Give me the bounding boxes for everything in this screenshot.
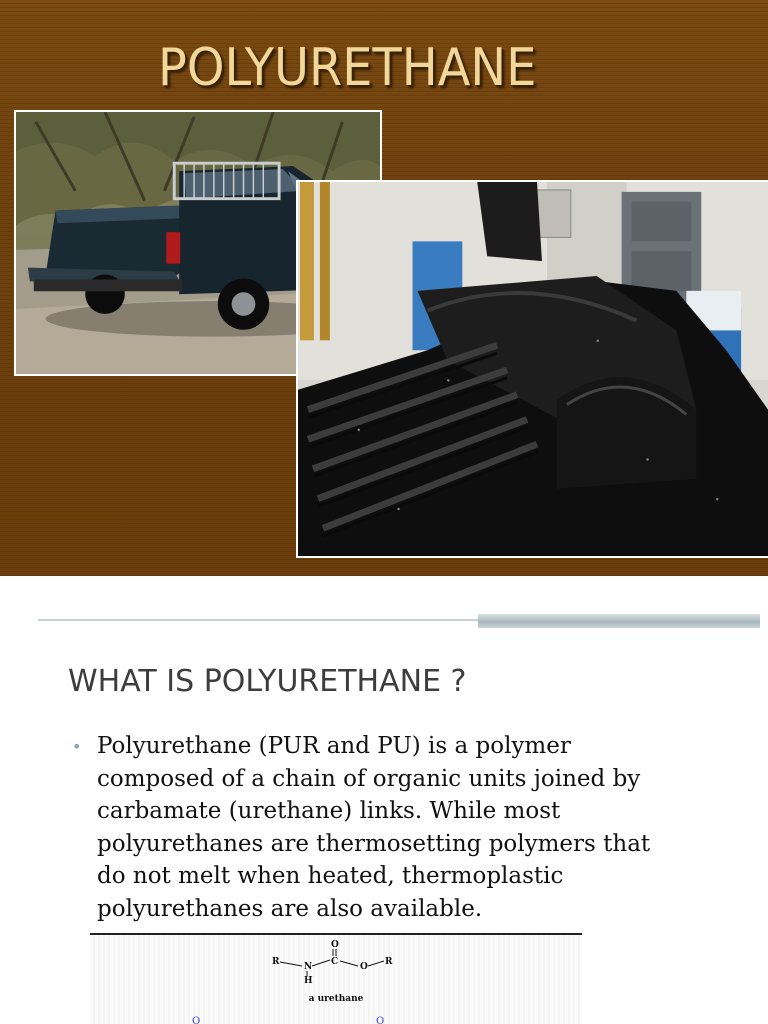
bullet-marker: •	[72, 737, 82, 756]
slide-2-title: WHAT IS POLYURETHANE ?	[68, 664, 467, 699]
atom-o-right: O	[360, 962, 368, 972]
bullet-line: composed of a chain of organic units joined by	[97, 765, 641, 792]
bullet-line: carbamate (urethane) links. While most	[97, 798, 561, 824]
bullet-line: do not melt when heated, thermoplastic	[97, 863, 564, 889]
slide-1-title: POLYURETHANE	[158, 38, 537, 98]
atom-c: C	[331, 957, 339, 967]
slide-2	[0, 576, 768, 1024]
bullet-line: polyurethanes are also available.	[97, 895, 483, 922]
bedliner-photo	[296, 180, 768, 558]
urethane-structure-image	[90, 935, 582, 1024]
atom-r-right: R	[385, 957, 393, 967]
bullet-line: polyurethanes are thermosetting polymers that	[97, 830, 651, 857]
bullet-line: Polyurethane (PUR and PU) is a polymer	[97, 733, 571, 759]
partial-atom-o-right: O	[376, 1016, 385, 1024]
atom-o-top: O	[331, 940, 339, 950]
urethane-structure-diagram	[90, 935, 582, 1024]
partial-atom-o-left: O	[192, 1016, 201, 1024]
bullet-paragraph	[97, 730, 687, 925]
atom-h: H	[304, 976, 313, 986]
formula-caption: a urethane	[308, 994, 364, 1004]
header-rule	[38, 614, 722, 628]
header-rule-accent	[478, 614, 760, 628]
atom-r-left: R	[272, 957, 280, 967]
atom-n: N	[304, 962, 313, 972]
